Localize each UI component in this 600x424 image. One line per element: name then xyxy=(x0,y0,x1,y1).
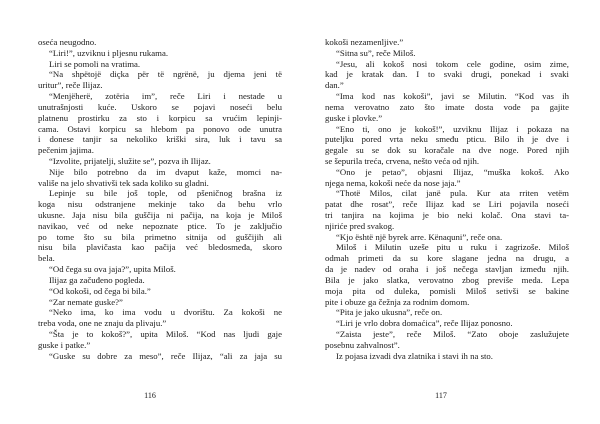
text-line: navikao, već od neke nepoznate ptice. To je zaključio xyxy=(38,220,282,231)
text-line: “Zar nemate guske?” xyxy=(49,296,123,307)
text-line: “Guske su dobre za meso”, reče Ilijaz, “ali za jaja su xyxy=(49,350,282,361)
page-number-left: 116 xyxy=(144,391,156,400)
text-line: Ilijaz ga začuđeno pogleda. xyxy=(49,274,145,285)
text-line: nisu bila plavičasta kao pačija već bledosmeđa, skoro xyxy=(38,242,282,253)
text-line: vališe na jelo shvativši tek sada koliko su gladni. xyxy=(38,177,209,188)
text-line: patat dhe rosat”, reče Ilijaz kad se Liri pojavila noseći xyxy=(325,199,569,210)
text-line: “Liri!”, uzviknu i pljesnu rukama. xyxy=(49,47,169,58)
text-line: “Ima kod nas kokoši”, javi se Milutin. “Kod vas ih xyxy=(336,91,569,102)
text-line: njiriće pred svakog. xyxy=(325,220,395,231)
text-line: i donese tanjir sa nekoliko kriški sira, luk i tavu sa xyxy=(38,134,282,145)
text-line: gegale su se dok su koračale na dve noge. Pored njih xyxy=(325,145,569,156)
text-line: cama. Ostavi korpicu sa hlebom pa ponovo ode unutra xyxy=(38,123,282,134)
text-line: Iz pojasa izvadi dva zlatnika i stavi ih na sto. xyxy=(336,350,493,361)
page-number-right: 117 xyxy=(435,391,447,400)
text-line: platnenu prostirku za sto i korpicu sa vrućim lepinji- xyxy=(38,112,282,123)
text-line: “Izvolite, prijatelji, služite se”, pozva ih Ilijaz. xyxy=(49,155,211,166)
text-line: ukusne. Jaja nisu bila guščija ni pačija, na koja je Miloš xyxy=(38,210,282,220)
text-line: guske i plovke.” xyxy=(325,112,383,123)
text-line: treba voda, one ne znaju da plivaju.” xyxy=(38,318,167,329)
text-line: nema verovatno zato što imate dosta vode pa gajite xyxy=(325,101,569,112)
text-line: “Kjo është një byrek arre. Kënaquni”, reče ona. xyxy=(336,231,503,242)
text-line: Miloš i Milutin uzeše pitu u ruku i zagrizoše. Miloš xyxy=(336,242,569,253)
text-line: dan.” xyxy=(325,80,344,91)
text-line: “Sitna su”, reče Miloš. xyxy=(336,47,416,58)
text-line: da je nadev od oraha i još nečega stavljan između njih. xyxy=(325,264,569,275)
text-line: “Neko ima, ko ima vodu u dvorištu. Za kokoši ne xyxy=(49,307,282,318)
text-line: kad je kratak dan. I to svaki drugi, ponekad i svaki xyxy=(325,69,569,80)
left-page-text xyxy=(38,37,282,361)
text-line: bela. xyxy=(38,253,55,264)
text-line: oseća neugodno. xyxy=(38,37,97,47)
text-line: tri tanjira na kojima je bio neki kolač. Ona stavi ta- xyxy=(325,210,569,220)
text-line: odmah primeti da su kore slagane jedna na drugu, a xyxy=(325,253,569,264)
text-line: “Ono je petao”, objasni Ilijaz, “muška kokoš. Ako xyxy=(336,166,569,177)
text-line: unutrašnjosti kuće. Uskoro se pojavi noseći belu xyxy=(38,101,282,112)
text-line: “Menjëherë, zotëria im”, reče Liri i nestade u xyxy=(49,91,282,102)
text-line: njega nema, kokoši neće da nose jaja.” xyxy=(325,177,461,188)
text-line: “Šta je to kokoš?”, upita Miloš. “Kod nas ljudi gaje xyxy=(49,328,282,339)
text-line: “Pita je jako ukusna”, reče on. xyxy=(336,307,443,318)
text-line: guske i patke.” xyxy=(38,339,91,350)
text-line: pečenim jajima. xyxy=(38,145,94,156)
text-line: Liri se pomoli na vratima. xyxy=(49,58,141,69)
text-line: “Zaista jeste”, reče Miloš. “Zato oboje zaslužujete xyxy=(336,328,569,339)
text-line: Bila je jako slatka, verovatno zbog previše meda. Lepa xyxy=(325,274,569,285)
text-line: “Od čega su ova jaja?”, upita Miloš. xyxy=(49,264,176,275)
text-line: koga nisu odstranjene mekinje tako da behu vrlo xyxy=(38,199,282,210)
text-line: “Liri je vrlo dobra domaćica”, reče Ilijaz ponosno. xyxy=(336,318,513,329)
text-line: kokoši nezamenljive.” xyxy=(325,37,404,47)
text-line: po tome što su bila primetno sitnija od guščijih ali xyxy=(38,231,282,242)
text-line: “Eno ti, ono je kokoš!”, uzviknu Ilijaz i pokaza na xyxy=(336,123,569,134)
text-line: puteljku pored vrta neku smeđu pticu. Bilo ih je dve i xyxy=(325,134,569,145)
text-line: Lepinje su bile još tople, od pšeničnog brašna iz xyxy=(49,188,282,199)
text-line: moja pita od duleka, pomisli Miloš setivši se bakine xyxy=(325,285,569,296)
text-line: “Jesu, ali kokoš nosi tokom cele godine, osim zime, xyxy=(336,58,569,69)
text-line: “Na shpëtojë diçka për të ngrënë, ju djema jeni të xyxy=(49,69,282,80)
text-line: “Od kokoši, od čega bi bila.” xyxy=(49,285,151,296)
text-line: se šepurila treća, crvena, nešto veća od njih. xyxy=(325,155,480,166)
text-line: Nije bilo potrebno da im dvaput kaže, momci na- xyxy=(49,166,282,177)
right-page-text xyxy=(325,37,569,361)
text-line: uritur”, reče Ilijaz. xyxy=(38,80,103,91)
text-line: pite i obuze ga čežnja za rodnim domom. xyxy=(325,296,470,307)
text-line: “Thotë Milos, cilat janë pula. Kur ata rriten vetëm xyxy=(336,188,569,199)
text-line: posebnu zahvalnost”. xyxy=(325,339,400,350)
